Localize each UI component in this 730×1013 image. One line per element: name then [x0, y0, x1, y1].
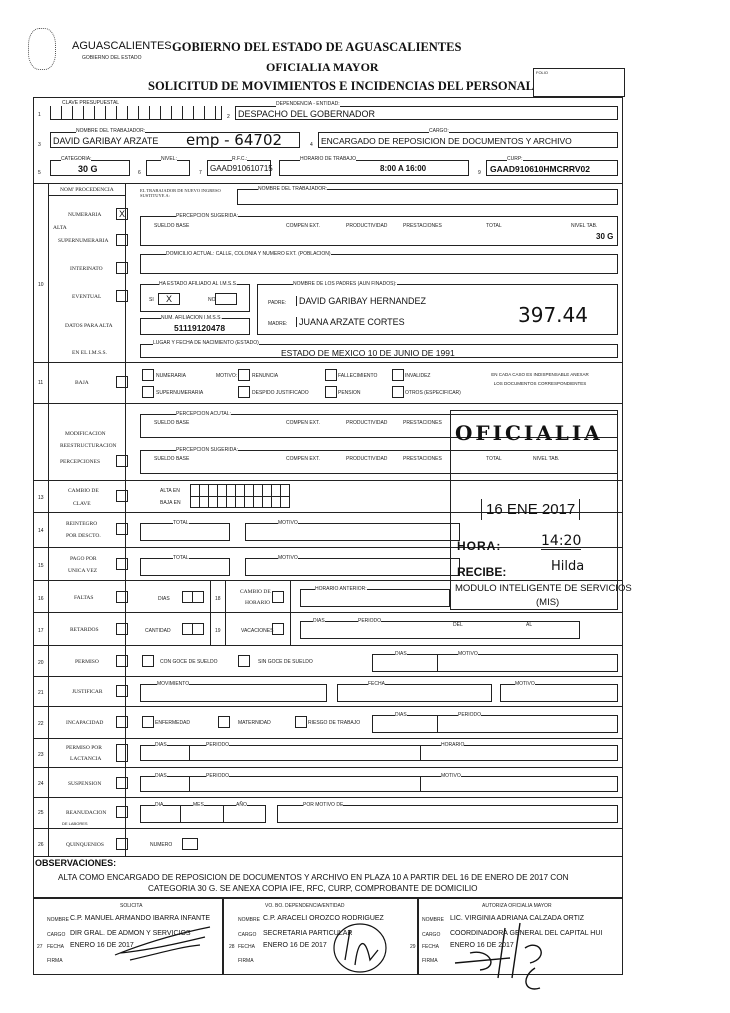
stamp-hora-label: HORA:	[457, 539, 502, 553]
field-number: 25	[38, 810, 44, 816]
pago-label2: UNICA VEZ	[68, 568, 98, 574]
lactancia-label: PERMISO POR	[66, 745, 102, 751]
dependencia-label: DEPENDENCIA - ENTIDAD:	[276, 101, 340, 107]
baja-nota: EN CADA CASO ES INDISPENSABLE ANEXAR LOS DOCUMENTOS CORRESPONDIENTES	[491, 372, 589, 386]
baja-numeraria-label: NUMERARIA	[156, 373, 187, 379]
sin-goce-checkbox[interactable]	[238, 655, 250, 667]
firma-number: 29	[410, 944, 416, 950]
quinquenios-checkbox[interactable]	[116, 838, 128, 850]
sueldo-base-label: SUELDO BASE	[154, 420, 190, 426]
field-number: 24	[38, 781, 44, 787]
si-label: SI	[149, 297, 154, 303]
otros-checkbox[interactable]	[392, 386, 404, 398]
pago-label: PAGO POR	[70, 556, 97, 562]
divider	[33, 403, 623, 404]
renuncia-label: RENUNCIA	[252, 373, 279, 379]
horario-anterior-label: HORARIO ANTERIOR:	[315, 586, 367, 592]
stamp-hora: 14:20	[541, 533, 582, 549]
suspension-label: SUSPENSION	[68, 781, 102, 787]
supernumeraria-label: SUPERNUMERARIA	[58, 238, 109, 244]
dias-label: DIAS	[395, 712, 407, 718]
nombre-sustituido-field[interactable]	[237, 186, 618, 205]
cambio-clave-checkbox[interactable]	[116, 490, 128, 502]
periodo-label: PERIODO	[458, 712, 482, 718]
field-number: 9	[478, 170, 481, 176]
en-imss-label: EN EL I.M.S.S.	[72, 350, 107, 356]
divider	[33, 676, 623, 677]
nivel-tab-value: 30 G	[596, 232, 614, 241]
firma-fecha: ENERO 16 DE 2017	[70, 942, 134, 949]
firma-title: SOLICITA	[120, 903, 143, 909]
divider	[33, 856, 623, 857]
cargo-value: ENCARGADO DE REPOSICION DE DOCUMENTOS Y ARCHIVO	[321, 136, 572, 146]
reintegro-label2: POR DESCTO.	[66, 533, 101, 539]
incapacidad-checkbox[interactable]	[116, 716, 128, 728]
signature-autoriza	[450, 918, 560, 993]
procedencia-label: NOM' PROCEDENCIA	[60, 187, 114, 193]
firma-fecha: ENERO 16 DE 2017	[450, 942, 514, 949]
retardos-cantidad-input[interactable]	[182, 623, 204, 635]
nivel-field[interactable]	[146, 156, 190, 176]
con-goce-checkbox[interactable]	[142, 655, 154, 667]
reintegro-motivo-field[interactable]	[245, 520, 460, 541]
reanudacion-checkbox[interactable]	[116, 806, 128, 818]
modificacion-label: MODIFICACION	[65, 431, 106, 437]
permiso-checkbox[interactable]	[116, 655, 128, 667]
cambio-clave-label2: CLAVE	[73, 501, 91, 507]
pago-motivo-field[interactable]	[245, 555, 460, 576]
invalidez-checkbox[interactable]	[392, 369, 404, 381]
reintegro-checkbox[interactable]	[116, 523, 128, 535]
rfc-value: GAAD910610715	[210, 164, 273, 173]
percepcion-sugerida-label: PERCEPCION SUGERIDA:	[176, 447, 238, 453]
field-number-18: 18	[215, 596, 221, 602]
reintegro-total-field[interactable]	[140, 520, 230, 541]
nombre-sustituido-label: NOMBRE DEL TRABAJADOR:	[258, 186, 328, 192]
faltas-dias-input[interactable]	[182, 591, 204, 603]
stamp-recibe: Hilda	[551, 559, 585, 574]
firma-nombre-label: NOMBRE	[422, 917, 444, 923]
enfermedad-checkbox[interactable]	[142, 716, 154, 728]
no-checkbox[interactable]	[215, 293, 237, 305]
firma-number: 27	[37, 944, 43, 950]
folio-box[interactable]	[533, 68, 625, 97]
cantidad-label: CANTIDAD	[145, 628, 171, 634]
logo-subtext: GOBIERNO DEL ESTADO	[82, 55, 142, 61]
dependencia-value: DESPACHO DEL GOBERNADOR	[238, 109, 376, 119]
riesgo-label: RIESGO DE TRABAJO	[308, 720, 361, 726]
divider	[48, 195, 125, 196]
nivel-tab-label: NIVEL TAB.	[571, 223, 598, 229]
divider	[33, 362, 623, 363]
firma-fecha-label: FECHA	[47, 944, 64, 950]
pension-label: PENSION	[338, 390, 361, 396]
maternidad-checkbox[interactable]	[218, 716, 230, 728]
permiso-dias-motivo-field[interactable]	[372, 651, 618, 672]
observaciones-text-2: CATEGORIA 30 G. SE ANEXA COPIA IFE, RFC, CURP, COMPROBANTE DE DOMICILIO	[148, 884, 478, 893]
firma-firma-label: FIRMA	[47, 958, 63, 964]
field-number: 5	[38, 170, 41, 176]
horario-label: HORARIO	[441, 742, 465, 748]
domicilio-field[interactable]	[140, 251, 618, 274]
curp-value: GAAD910610HMCRRV02	[490, 164, 590, 174]
faltas-checkbox[interactable]	[116, 591, 128, 603]
motivo-label: MOTIVO	[278, 555, 298, 561]
cambio-horario-label: CAMBIO DE	[240, 589, 271, 595]
fecha-field[interactable]	[337, 681, 492, 702]
permiso-label: PERMISO	[75, 659, 99, 665]
firma-firma-label: FIRMA	[422, 958, 438, 964]
nuevo-ingreso-label: EL TRABAJADOR DE NUEVO INGRESO SUSTITUYE A:	[140, 188, 221, 198]
retardos-checkbox[interactable]	[116, 623, 128, 635]
alta-baja-clave-grid[interactable]	[190, 484, 290, 508]
periodo-label: PERIODO	[206, 773, 230, 779]
alta-en-label: ALTA EN	[160, 488, 180, 494]
nombre-field[interactable]	[50, 128, 300, 149]
horario-field[interactable]	[279, 156, 469, 176]
dia-label: DIA	[155, 802, 164, 808]
supernumeraria-checkbox[interactable]	[116, 234, 128, 246]
field-number: 17	[38, 628, 44, 634]
padres-label: NOMBRE DE LOS PADRES (AUN FINADOS):	[293, 281, 397, 287]
baja-en-label: BAJA EN	[160, 500, 181, 506]
con-goce-label: CON GOCE DE SUELDO	[160, 659, 218, 665]
total-label: TOTAL	[173, 520, 189, 526]
firma-fecha-label: FECHA	[238, 944, 255, 950]
reanudacion-fecha-field[interactable]	[140, 802, 266, 823]
interinato-label: INTERINATO	[70, 266, 103, 272]
total-label: TOTAL	[173, 555, 189, 561]
divider	[33, 828, 623, 829]
field-number: 23	[38, 752, 44, 758]
numeraria-checkbox[interactable]: X	[116, 208, 128, 220]
clave-input[interactable]	[50, 106, 222, 120]
quinquenios-numero-input[interactable]	[182, 838, 198, 850]
field-number: 11	[38, 380, 44, 386]
curp-label: CURP:	[507, 156, 523, 162]
motivo-label: MOTIVO	[515, 681, 535, 687]
lactancia-label2: LACTANCIA	[70, 756, 102, 762]
logo-text: AGUASCALIENTES	[72, 40, 172, 52]
folio-label: FOLIO	[536, 70, 549, 75]
lugar-nacimiento-label: LUGAR Y FECHA DE NACIMIENTO (ESTADO)	[153, 340, 259, 346]
motivo-label: MOTIVO	[441, 773, 461, 779]
vacaciones-label: VACACIONES	[241, 628, 274, 634]
enfermedad-label: ENFERMEDAD	[155, 720, 191, 726]
firma-nombre: LIC. VIRGINIA ADRIANA CALZADA ORTIZ	[450, 915, 585, 922]
baja-supernumeraria-label: SUPERNUMERARIA	[156, 390, 204, 396]
compen-label: COMPEN EXT.	[286, 420, 320, 426]
handwritten-employee-number: emp - 64702	[186, 131, 283, 149]
numeraria-label: NUMERARIA	[68, 212, 102, 218]
padre-label: PADRE:	[268, 300, 287, 306]
signature-vobo	[330, 920, 390, 975]
firma-cargo-label: CARGO	[422, 932, 441, 938]
clave-label: CLAVE PRESUPUESTAL	[62, 100, 120, 106]
percepcion-sugerida-box	[140, 213, 618, 246]
firma-fecha-label: FECHA	[422, 944, 439, 950]
incapacidad-label: INCAPACIDAD	[66, 720, 104, 726]
field-number: 22	[38, 721, 44, 727]
dias-label: DIAS	[155, 773, 167, 779]
percepcion-actual-label: PERCEPCION ACUTAL:	[176, 411, 231, 417]
fallecimiento-label: FALLECIMIENTO	[338, 373, 378, 379]
pension-checkbox[interactable]	[325, 386, 337, 398]
firma-nombre-label: NOMBRE	[238, 917, 260, 923]
num-afiliacion-label: NUM. AFILIACION I.M.S.S.	[161, 315, 222, 321]
sueldo-base-label: SUELDO BASE	[154, 456, 190, 462]
field-number: 10	[38, 282, 44, 288]
cargo-field[interactable]	[318, 128, 618, 148]
justificar-checkbox[interactable]	[116, 685, 128, 697]
categoria-label: CATEGORIA:	[61, 156, 92, 162]
vacaciones-periodo-field[interactable]	[300, 618, 580, 639]
title-government: GOBIERNO DEL ESTADO DE AGUASCALIENTES	[172, 40, 462, 54]
reestructuracion-label: REESTRUCTURACION	[60, 443, 117, 449]
baja-label: BAJA	[75, 380, 89, 386]
firma-title: AUTORIZA OFICIALIA MAYOR	[482, 903, 552, 909]
motivo-label: MOTIVO	[458, 651, 478, 657]
afiliado-label: HA ESTADO AFILIADO AL I.M.S.S.	[159, 281, 238, 287]
riesgo-checkbox[interactable]	[295, 716, 307, 728]
firma-number: 28	[229, 944, 235, 950]
faltas-label: FALTAS	[74, 595, 94, 601]
field-number-19: 19	[215, 628, 221, 634]
cambio-horario-label2: HORARIO	[245, 600, 271, 606]
firma-cargo-label: CARGO	[238, 932, 257, 938]
vacaciones-checkbox[interactable]	[272, 623, 284, 635]
dias-label: DIAS	[313, 618, 325, 624]
divider	[33, 645, 623, 646]
divider	[33, 183, 623, 184]
nivel-label: NIVEL:	[161, 156, 177, 162]
despido-checkbox[interactable]	[238, 386, 250, 398]
lugar-nacimiento-field[interactable]	[140, 340, 618, 358]
suspension-field[interactable]	[140, 773, 618, 792]
pago-checkbox[interactable]	[116, 558, 128, 570]
retardos-label: RETARDOS	[70, 627, 99, 633]
field-number: 15	[38, 563, 44, 569]
cambio-horario-checkbox[interactable]	[272, 591, 284, 603]
eventual-label: EVENTUAL	[72, 294, 102, 300]
firma-title: VO. BO. DEPENDENCIA/ENTIDAD	[265, 903, 345, 909]
periodo-label: PERIODO	[358, 618, 382, 624]
nombre-value: DAVID GARIBAY ARZATE	[53, 136, 159, 146]
field-number: 26	[38, 842, 44, 848]
fecha-label: FECHA	[368, 681, 385, 687]
observaciones-text-1: ALTA COMO ENCARGADO DE REPOSICION DE DOCUMENTOS Y ARCHIVO EN PLAZA 10 A PARTIR DEL 16 DE ENERO DE 2017 CON	[58, 873, 569, 882]
stamp-date: 16 ENE 2017	[481, 499, 580, 520]
stamp-mis: (MIS)	[536, 597, 560, 608]
cargo-label: CARGO:	[429, 128, 449, 134]
sin-goce-label: SIN GOCE DE SUELDO	[258, 659, 313, 665]
productividad-label: PRODUCTIVIDAD	[346, 456, 388, 462]
firma-firma-label: FIRMA	[238, 958, 254, 964]
reanudacion-label2: DE LABORES	[62, 821, 88, 826]
total-label: TOTAL	[486, 456, 502, 462]
divider	[48, 183, 49, 856]
maternidad-label: MATERNIDAD	[238, 720, 271, 726]
cambio-clave-label: CAMBIO DE	[68, 488, 99, 494]
padre-value: DAVID GARIBAY HERNANDEZ	[296, 296, 426, 306]
divider	[33, 612, 623, 613]
no-label: NO	[208, 297, 216, 303]
dias-label: DIAS	[158, 596, 170, 602]
justificar-label: JUSTIFICAR	[72, 689, 103, 695]
rfc-label: R.F.C.:	[232, 156, 248, 162]
firma-fecha: ENERO 16 DE 2017	[263, 942, 327, 949]
baja-checkbox[interactable]	[116, 376, 128, 388]
divider	[33, 797, 623, 798]
field-number: 2	[227, 114, 230, 120]
firma-cargo: COORDINADORA GENERAL DEL CAPITAL HUI	[450, 930, 603, 937]
domicilio-label: DOMICILIO ACTUAL: CALLE, COLONIA Y NUMERO EXT. (POBLACION)	[166, 251, 331, 257]
horario-anterior-field[interactable]	[300, 586, 450, 607]
num-afiliacion-value: 51119120478	[174, 323, 226, 333]
numero-label: NUMERO	[150, 842, 173, 848]
field-number: 16	[38, 596, 44, 602]
modificacion-checkbox[interactable]	[116, 455, 128, 467]
stamp-modulo: MODULO INTELIGENTE DE SERVICIOS	[455, 583, 632, 594]
periodo-label: PERIODO	[206, 742, 230, 748]
prestaciones-label: PRESTACIONES	[403, 223, 442, 229]
afiliado-box	[140, 281, 250, 312]
title-oficialia: OFICIALIA MAYOR	[266, 60, 379, 74]
percepcion-sugerida-label: PERCEPCION SUGERIDA:	[176, 213, 238, 219]
baja-motivo-label: MOTIVO:	[216, 373, 238, 379]
al-label: AL	[526, 622, 533, 628]
firma-cargo: SECRETARIA PARTICULAR	[263, 930, 353, 937]
horario-label: HORARIO DE TRABAJO	[300, 156, 357, 162]
categoria-value: 30 G	[78, 164, 98, 174]
firma-nombre: C.P. MANUEL ARMANDO IBARRA INFANTE	[70, 915, 211, 922]
productividad-label: PRODUCTIVIDAD	[346, 223, 388, 229]
divider	[33, 738, 623, 739]
renuncia-checkbox[interactable]	[238, 369, 250, 381]
categoria-field[interactable]	[50, 156, 130, 176]
alta-label: ALTA	[53, 225, 67, 231]
stamp-title: OFICIALIA	[455, 421, 603, 445]
reanudacion-motivo-field[interactable]	[277, 802, 618, 823]
handwritten-amount: 397.44	[518, 303, 588, 327]
motivo-label: MOTIVO	[278, 520, 298, 526]
mes-label: MES	[193, 802, 204, 808]
quinquenios-label: QUINQUENIOS	[66, 842, 104, 848]
field-number: 3	[38, 142, 41, 148]
field-number: 14	[38, 528, 44, 534]
eventual-checkbox[interactable]	[116, 290, 128, 302]
horario-value: 8:00 A 16:00	[380, 164, 427, 173]
productividad-label: PRODUCTIVIDAD	[346, 420, 388, 426]
por-motivo-label: POR MOTIVO DE	[303, 802, 344, 808]
field-number: 4	[310, 142, 313, 148]
field-number: 13	[38, 495, 44, 501]
lactancia-field[interactable]	[140, 742, 618, 761]
pago-total-field[interactable]	[140, 555, 230, 576]
dias-label: DIAS	[395, 651, 407, 657]
signature-solicita	[110, 925, 220, 965]
firma-nombre-label: NOMBRE	[47, 917, 69, 923]
field-number: 6	[138, 170, 141, 176]
field-number: 20	[38, 660, 44, 666]
si-checkbox[interactable]: X	[158, 293, 180, 305]
compen-label: COMPEN EXT.	[286, 223, 320, 229]
movimiento-label: MOVIMIENTO	[157, 681, 190, 687]
sueldo-base-label: SUELDO BASE	[154, 223, 190, 229]
prestaciones-label: PRESTACIONES	[403, 420, 442, 426]
nombre-label: NOMBRE DEL TRABAJADOR:	[76, 128, 146, 134]
datos-alta-label: DATOS PARA ALTA	[65, 323, 113, 329]
state-seal-logo	[28, 28, 56, 70]
lactancia-checkbox[interactable]	[116, 744, 128, 762]
dependencia-field[interactable]	[235, 101, 618, 120]
compen-label: COMPEN EXT.	[286, 456, 320, 462]
incapacidad-dias-periodo-field[interactable]	[372, 712, 618, 733]
field-number: 1	[38, 112, 41, 118]
despido-label: DESPIDO JUSTIFICADO	[252, 390, 309, 396]
del-label: DEL	[453, 622, 463, 628]
percepciones-label: PERCEPCIONES	[60, 459, 101, 465]
firma-cargo-label: CARGO	[47, 932, 66, 938]
firma-nombre: C.P. ARACELI OROZCO RODRIGUEZ	[263, 915, 384, 922]
fallecimiento-checkbox[interactable]	[325, 369, 337, 381]
interinato-checkbox[interactable]	[116, 262, 128, 274]
madre-value: JUANA ARZATE CORTES	[296, 317, 405, 327]
baja-supernumeraria-checkbox[interactable]	[142, 386, 154, 398]
padres-box	[257, 281, 618, 335]
suspension-checkbox[interactable]	[116, 777, 128, 789]
firma-cargo: DIR GRAL. DE ADMON Y SERVICIOS	[70, 930, 191, 937]
oficialia-received-stamp	[450, 410, 632, 610]
ano-label: AÑO	[236, 802, 247, 808]
reanudacion-label: REANUDACION	[66, 810, 107, 816]
prestaciones-label: PRESTACIONES	[403, 456, 442, 462]
field-number: 7	[199, 170, 202, 176]
num-afiliacion-field[interactable]	[140, 315, 250, 335]
curp-field[interactable]	[486, 156, 618, 176]
movimiento-field[interactable]	[140, 681, 327, 702]
baja-numeraria-checkbox[interactable]	[142, 369, 154, 381]
reintegro-label: REINTEGRO	[66, 521, 98, 527]
lugar-nacimiento-value: ESTADO DE MEXICO 10 DE JUNIO DE 1991	[281, 348, 455, 358]
divider	[33, 767, 623, 768]
justificar-motivo-field[interactable]	[500, 681, 618, 702]
otros-label: OTROS (ESPECIFICAR)	[405, 390, 461, 396]
divider	[33, 706, 623, 707]
invalidez-label: INVALIDEZ	[405, 373, 431, 379]
observaciones-label: OBSERVACIONES:	[35, 858, 117, 868]
nivel-tab-label: NIVEL TAB.	[533, 456, 560, 462]
dias-label: DIAS	[155, 742, 167, 748]
page-title: SOLICITUD DE MOVIMIENTOS E INCIDENCIAS DEL PERSONAL	[148, 79, 534, 93]
stamp-recibe-label: RECIBE:	[457, 565, 507, 579]
field-number: 21	[38, 690, 44, 696]
madre-label: MADRE:	[268, 321, 288, 327]
total-label: TOTAL	[486, 223, 502, 229]
rfc-field[interactable]	[207, 156, 273, 176]
